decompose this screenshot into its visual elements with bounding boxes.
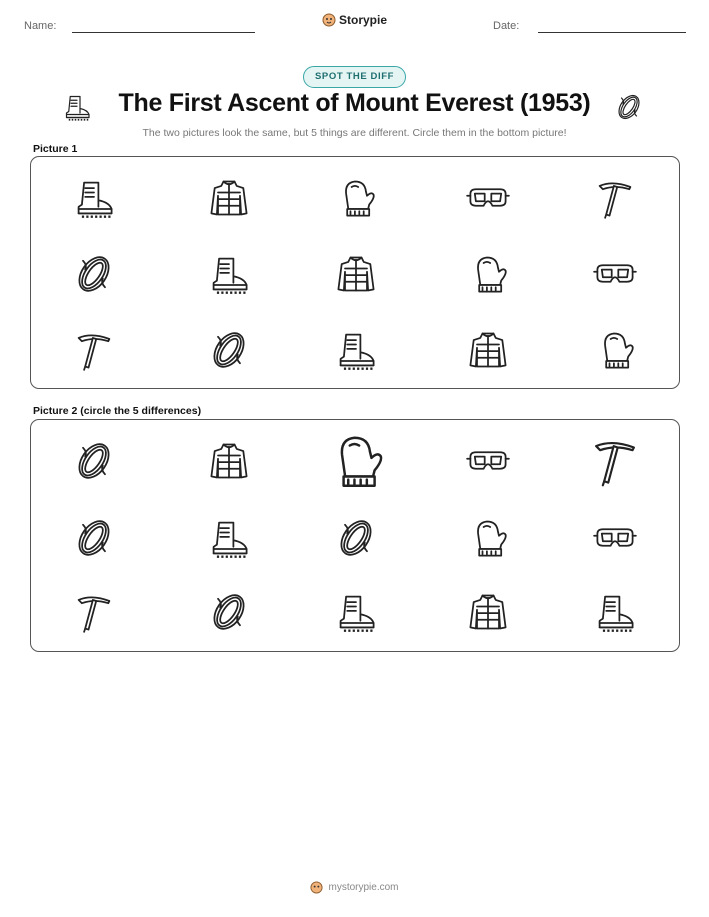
date-field[interactable]: [538, 32, 686, 33]
date-label: Date:: [493, 20, 520, 32]
name-label: Name:: [24, 20, 57, 32]
picture-1-label: Picture 1: [33, 143, 78, 155]
brand-name: Storypie: [339, 13, 388, 27]
picture-2-panel[interactable]: [30, 419, 680, 652]
picture-2-label: Picture 2 (circle the 5 differences): [33, 405, 202, 417]
boot-icon[interactable]: [593, 590, 637, 634]
mitten-icon: [593, 328, 637, 372]
goggles-icon: [466, 176, 510, 220]
footer-site: mystorypie.com: [328, 882, 399, 893]
mitten-icon[interactable]: [466, 516, 510, 560]
title-boot-icon: [62, 92, 92, 127]
rope-icon[interactable]: [207, 590, 251, 634]
title-rope-icon: [614, 92, 644, 127]
goggles-icon[interactable]: [593, 516, 637, 560]
boot-icon: [72, 176, 116, 220]
rope-icon[interactable]: [72, 516, 116, 560]
boot-icon: [334, 328, 378, 372]
rope-icon: [72, 252, 116, 296]
goggles-icon[interactable]: [466, 439, 510, 483]
boot-icon[interactable]: [207, 516, 251, 560]
rope-icon: [207, 328, 251, 372]
mitten-icon: [334, 176, 378, 220]
name-field[interactable]: [72, 32, 255, 33]
boot-icon: [207, 252, 251, 296]
mitten-icon: [466, 252, 510, 296]
rope-icon[interactable]: [72, 439, 116, 483]
brand-logo: [322, 13, 387, 27]
ice-axe-icon[interactable]: [72, 590, 116, 634]
picture-1-panel: [30, 156, 680, 389]
footer: [0, 881, 709, 894]
goggles-icon: [593, 252, 637, 296]
ice-axe-icon: [72, 328, 116, 372]
storypie-mascot-icon: [322, 13, 336, 27]
storypie-mascot-icon: [310, 881, 323, 894]
jacket-icon[interactable]: [207, 439, 251, 483]
ice-axe-icon[interactable]: [588, 434, 642, 488]
jacket-icon: [207, 176, 251, 220]
ice-axe-icon: [593, 176, 637, 220]
jacket-icon: [334, 252, 378, 296]
boot-icon[interactable]: [334, 590, 378, 634]
jacket-icon: [466, 328, 510, 372]
page-title: The First Ascent of Mount Everest (1953): [118, 89, 591, 117]
mitten-icon[interactable]: [325, 430, 387, 492]
instructions: The two pictures look the same, but 5 things are different. Circle them in the bottom picture!: [142, 127, 567, 139]
rope-icon[interactable]: [334, 516, 378, 560]
spot-the-diff-badge: SPOT THE DIFF: [303, 66, 406, 88]
jacket-icon[interactable]: [466, 590, 510, 634]
